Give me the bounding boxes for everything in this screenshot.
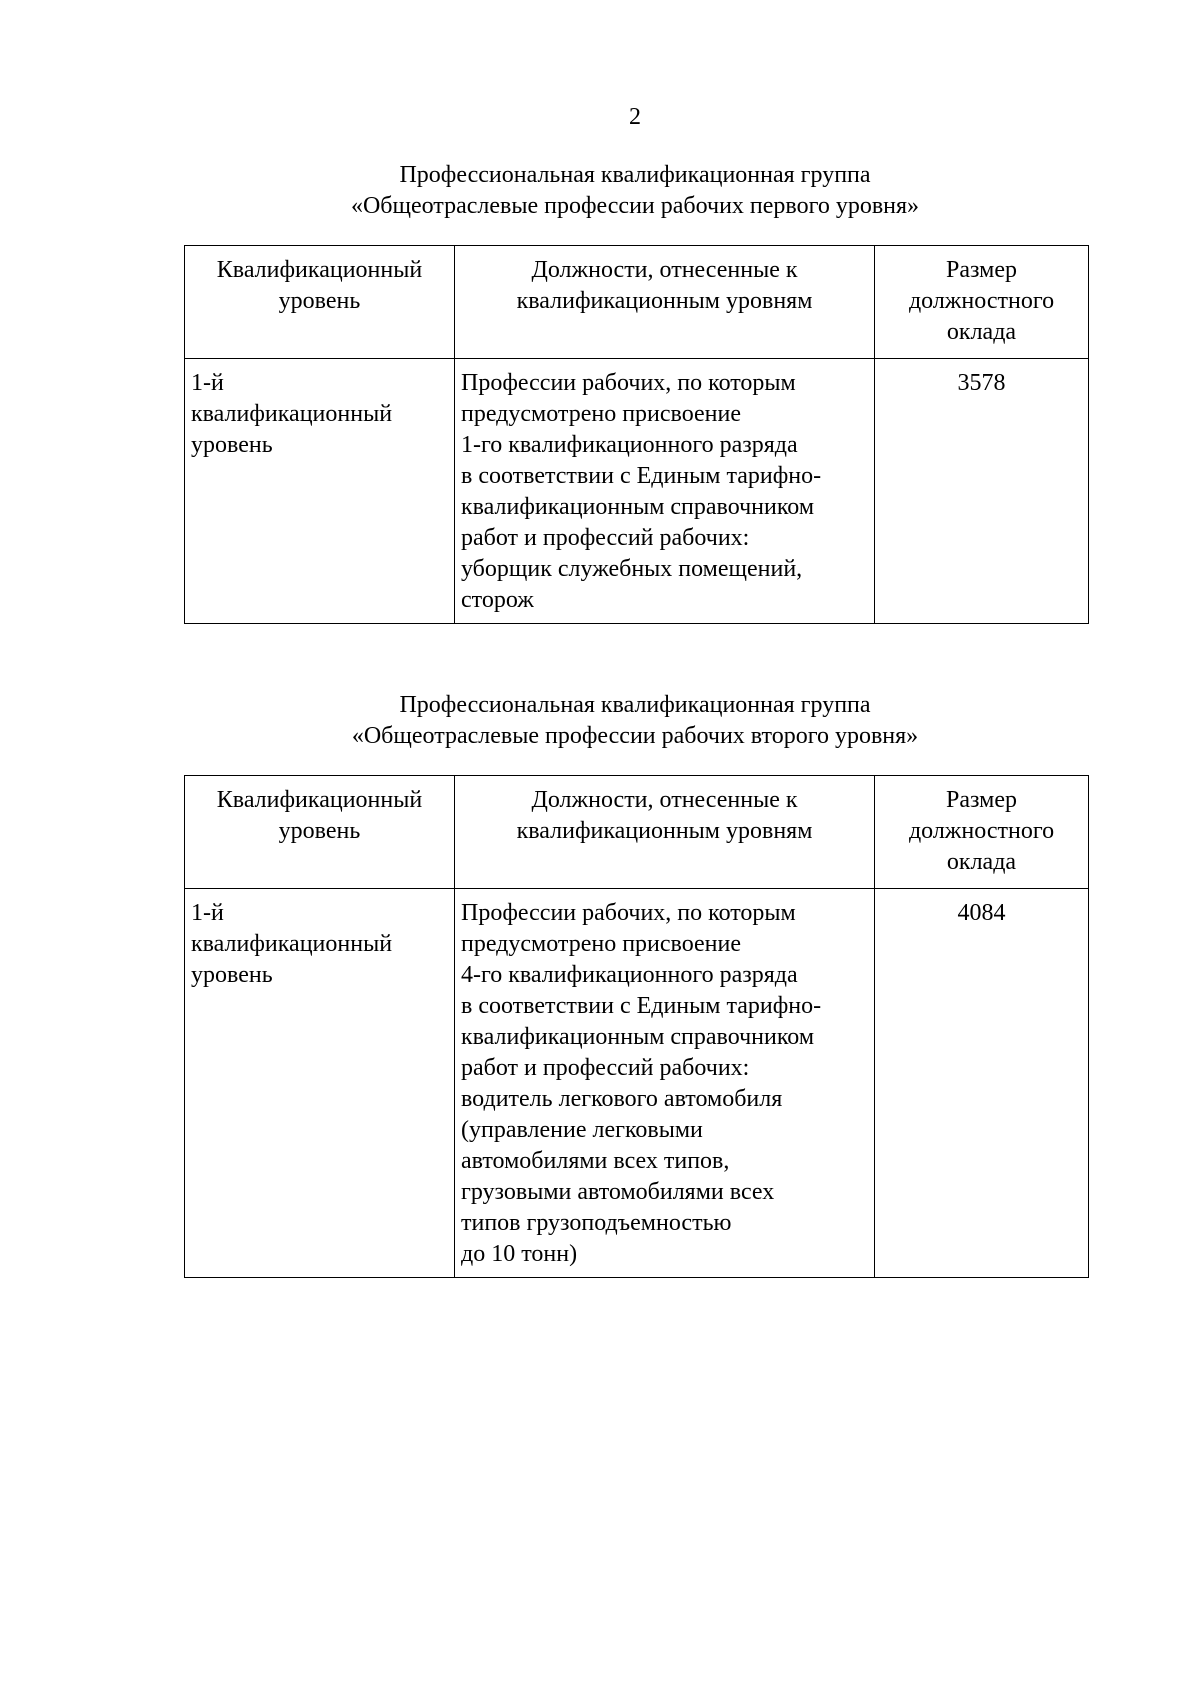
header-positions: Должности, отнесенные к квалификационным уровням <box>455 246 875 359</box>
header-qualification-level: Квалификационный уровень <box>185 776 455 889</box>
header-positions: Должности, отнесенные к квалификационным уровням <box>455 776 875 889</box>
group-title-line: Профессиональная квалификационная группа <box>399 162 871 188</box>
group-title-line: Профессиональная квалификационная группа <box>399 692 871 718</box>
group-title-second-level <box>0 690 1200 752</box>
header-salary: Размер должностного оклада <box>875 776 1089 889</box>
table-row <box>185 889 1089 1278</box>
group-title-first-level <box>0 160 1200 222</box>
positions-cell: Профессии рабочих, по которым предусмотрено присвоение 4-го квалификационного разряда в соответствии с Единым тарифно- квалификационным справочником работ и профессий рабочих: водитель легкового автомобиля (управление легковыми автомобилями всех типов, грузовыми автомобилями всех типов грузоподъемностью до 10 тонн) <box>455 889 875 1278</box>
header-salary: Размер должностного оклада <box>875 246 1089 359</box>
table-header-row <box>185 776 1089 889</box>
group-title-line: «Общеотраслевые профессии рабочих первого уровня» <box>350 193 920 219</box>
table-header-row <box>185 246 1089 359</box>
page-number: 2 <box>629 104 641 130</box>
salary-table-second-level <box>184 775 1089 1278</box>
salary-table-first-level <box>184 245 1089 624</box>
salary-cell: 3578 <box>875 359 1089 624</box>
qualification-level-cell: 1-й квалификационный уровень <box>185 889 455 1278</box>
qualification-level-cell: 1-й квалификационный уровень <box>185 359 455 624</box>
salary-cell: 4084 <box>875 889 1089 1278</box>
table-row <box>185 359 1089 624</box>
positions-cell: Профессии рабочих, по которым предусмотрено присвоение 1-го квалификационного разряда в соответствии с Единым тарифно- квалификационным справочником работ и профессий рабочих: уборщик служебных помещений, сторож <box>455 359 875 624</box>
group-title-line: «Общеотраслевые профессии рабочих второго уровня» <box>351 723 919 749</box>
header-qualification-level: Квалификационный уровень <box>185 246 455 359</box>
